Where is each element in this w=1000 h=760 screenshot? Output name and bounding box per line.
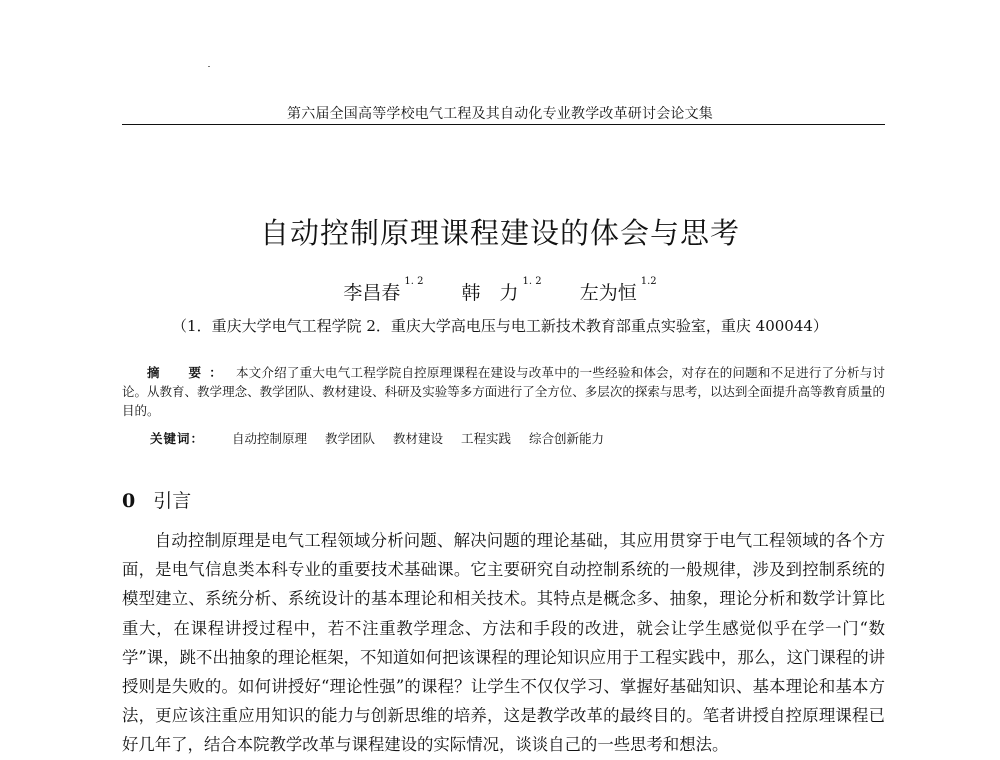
keyword: 教学团队 [325,431,376,446]
abstract-text: 本文介绍了重大电气工程学院自控原理课程在建设与改革中的一些经验和体会，对存在的问题和不足进行了分析与讨论。从教育、教学理念、教学团队、教材建设、科研及实验等多方面进行了全方位、多层次的探索与思考，以达到全面提升高等教育质量的目的。 [122,365,885,418]
paper-title: 自动控制原理课程建设的体会与思考 [259,216,740,250]
author-1 [343,278,423,305]
keyword: 综合创新能力 [529,431,605,446]
section-title: 引言 [153,490,192,512]
author-3 [580,278,657,305]
author-affil-mark: 1.2 [640,276,657,287]
header-rule [122,124,885,125]
affiliation: （1．重庆大学电气工程学院 2．重庆大学高电压与电工新技术教育部重点实验室，重庆 400044） [172,317,828,335]
author-name: 左为恒 [579,282,637,304]
section-heading [122,486,191,513]
keyword: 教材建设 [393,431,444,446]
abstract-label: 摘 要： [147,365,230,380]
keywords-label: 关键词： [150,431,205,446]
section-body: 自动控制原理是电气工程领域分析问题、解决问题的理论基础，其应用贯穿于电气工程领域的各个方面，是电气信息类本科专业的重要技术基础课。它主要研究自动控制系统的一般规律，涉及到控制系统的模型建立、系统分析、系统设计的基本理论和相关技术。其特点是概念多、抽象，理论分析和数学计算比重大，在课程讲授过程中，若不注重教学理念、方法和手段的改进，就会让学生感觉似乎在学一门“数学”课，跳不出抽象的理论框架，不知道如何把该课程的理论知识应用于工程实践中，那么，这门课程的讲授则是失败的。如何讲授好“理论性强”的课程？让学生不仅仅学习、掌握好基础知识、基本理论和基本方法，更应该注重应用知识的能力与创新思维的培养，这是教学改革的最终目的。笔者讲授自控原理课程已好几年了，结合本院教学改革与课程建设的实际情况，谈谈自己的一些思考和想法。 [122,531,885,755]
author-affil-mark: 1. 2 [404,276,424,287]
keyword: 工程实践 [461,431,512,446]
author-2 [462,278,542,305]
author-name: 李昌春 [343,282,401,304]
keywords [150,429,885,447]
author-name: 韩 力 [461,282,519,304]
abstract [122,363,885,420]
keyword: 自动控制原理 [232,431,308,446]
author-affil-mark: 1. 2 [522,276,542,287]
scan-dot [208,66,210,67]
section-number: 0 [122,490,136,512]
running-header: 第六届全国高等学校电气工程及其自动化专业教学改革研讨会论文集 [287,106,713,122]
author-list [0,278,1000,305]
